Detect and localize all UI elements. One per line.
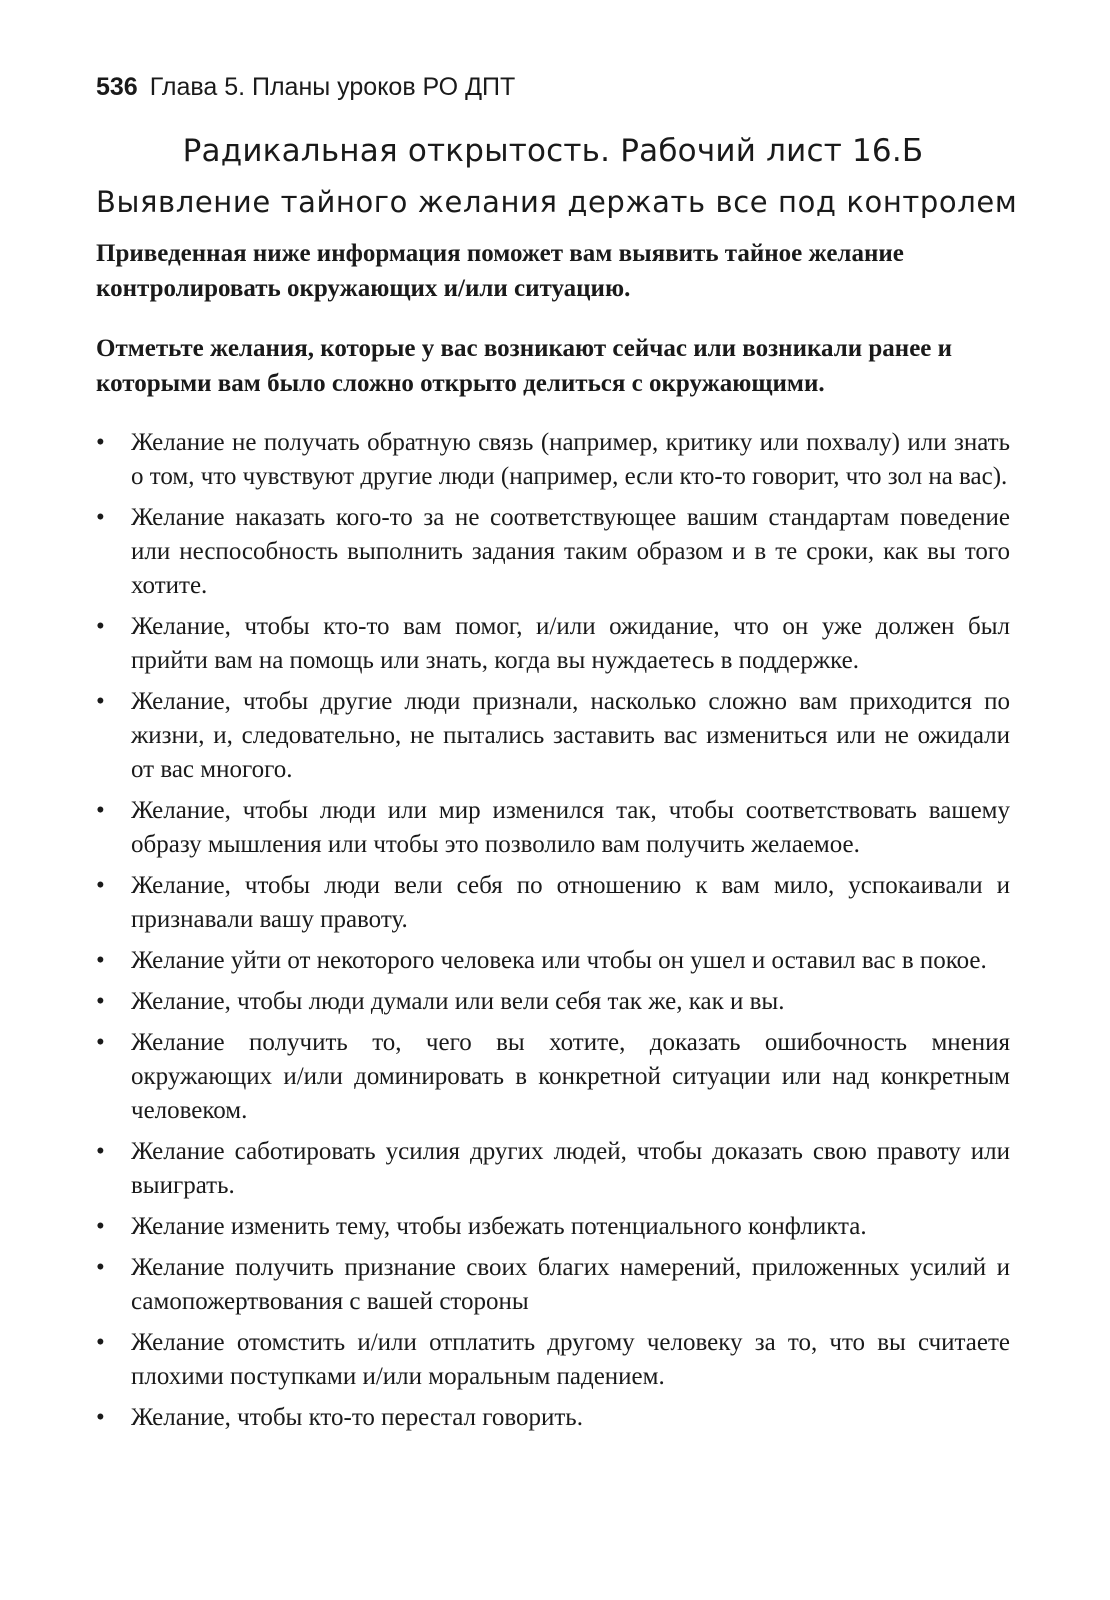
list-item-text: Желание, чтобы кто-то перестал говорить.	[131, 1404, 583, 1431]
list-item-text: Желание наказать кого-то за не соответствующее вашим стандартам поведение или неспособность выполнить задания таким образом и в те сроки, как вы того хотите.	[131, 504, 1010, 599]
list-item	[96, 985, 1010, 1019]
list-item-text: Желание изменить тему, чтобы избежать потенциального конфликта.	[131, 1213, 867, 1240]
bullet-icon: •	[96, 688, 105, 715]
bullet-icon: •	[96, 504, 105, 531]
list-item	[96, 1326, 1010, 1394]
list-item	[96, 869, 1010, 937]
worksheet-title: Радикальная открытость. Рабочий лист 16.Б	[182, 133, 924, 169]
list-item-text: Желание получить то, чего вы хотите, доказать ошибочность мнения окружающих и/или доминировать в конкретной ситуации или над конкретным человеком.	[131, 1029, 1010, 1124]
list-item-text: Желание уйти от некоторого человека или чтобы он ушел и оставил вас в покое.	[131, 947, 987, 974]
list-item-text: Желание не получать обратную связь (например, критику или похвалу) или знать о том, что чувствуют другие люди (например, если кто-то говорит, что зол на вас).	[131, 429, 1010, 490]
list-item	[96, 1135, 1010, 1203]
bullet-icon: •	[96, 1404, 105, 1431]
page-number: 536	[96, 73, 138, 101]
list-item-text: Желание получить признание своих благих намерений, приложенных усилий и самопожертвования с вашей стороны	[131, 1254, 1010, 1315]
list-item	[96, 1026, 1010, 1128]
chapter-title: Глава 5. Планы уроков РО ДПТ	[149, 73, 516, 101]
bullet-icon: •	[96, 429, 105, 456]
list-item	[96, 610, 1010, 678]
running-head	[96, 70, 1010, 104]
list-item	[96, 426, 1010, 494]
bullet-icon: •	[96, 1254, 105, 1281]
list-item-text: Желание саботировать усилия других людей, чтобы доказать свою правоту или выиграть.	[131, 1138, 1010, 1199]
list-item-text: Желание, чтобы люди думали или вели себя так же, как и вы.	[131, 988, 785, 1015]
list-item	[96, 1251, 1010, 1319]
list-item-text: Желание, чтобы другие люди признали, насколько сложно вам приходится по жизни, и, следовательно, не пытались заставить вас измениться или не ожидали от вас многого.	[131, 688, 1010, 783]
bullet-icon: •	[96, 1213, 105, 1240]
bullet-icon: •	[96, 947, 105, 974]
list-item-text: Желание, чтобы люди вели себя по отношению к вам мило, успокаивали и признавали вашу правоту.	[131, 872, 1010, 933]
list-item	[96, 501, 1010, 603]
bullet-icon: •	[96, 1138, 105, 1165]
desire-list	[96, 426, 1010, 1435]
bullet-icon: •	[96, 613, 105, 640]
list-item	[96, 944, 1010, 978]
list-item-text: Желание, чтобы люди или мир изменился так, чтобы соответствовать вашему образу мышления или чтобы это позволило вам получить желаемое.	[131, 797, 1010, 858]
list-item-text: Желание, чтобы кто-то вам помог, и/или ожидание, что он уже должен был прийти вам на помощь или знать, когда вы нуждаетесь в поддержке.	[131, 613, 1010, 674]
worksheet-subtitle: Выявление тайного желания держать все под контролем	[96, 185, 1018, 219]
bullet-icon: •	[96, 1329, 105, 1356]
list-item	[96, 685, 1010, 787]
list-item	[96, 1210, 1010, 1244]
list-item	[96, 1401, 1010, 1435]
list-item	[96, 794, 1010, 862]
bullet-icon: •	[96, 1029, 105, 1056]
bullet-icon: •	[96, 797, 105, 824]
intro-paragraph-2: Отметьте желания, которые у вас возникают сейчас или возникали ранее и которыми вам было сложно открыто делиться с окружающими.	[96, 335, 953, 397]
list-item-text: Желание отомстить и/или отплатить другому человеку за то, что вы считаете плохими поступками и/или моральным падением.	[131, 1329, 1010, 1390]
intro-paragraph-1: Приведенная ниже информация поможет вам выявить тайное желание контролировать окружающих и/или ситуацию.	[96, 240, 904, 302]
bullet-icon: •	[96, 988, 105, 1015]
bullet-icon: •	[96, 872, 105, 899]
